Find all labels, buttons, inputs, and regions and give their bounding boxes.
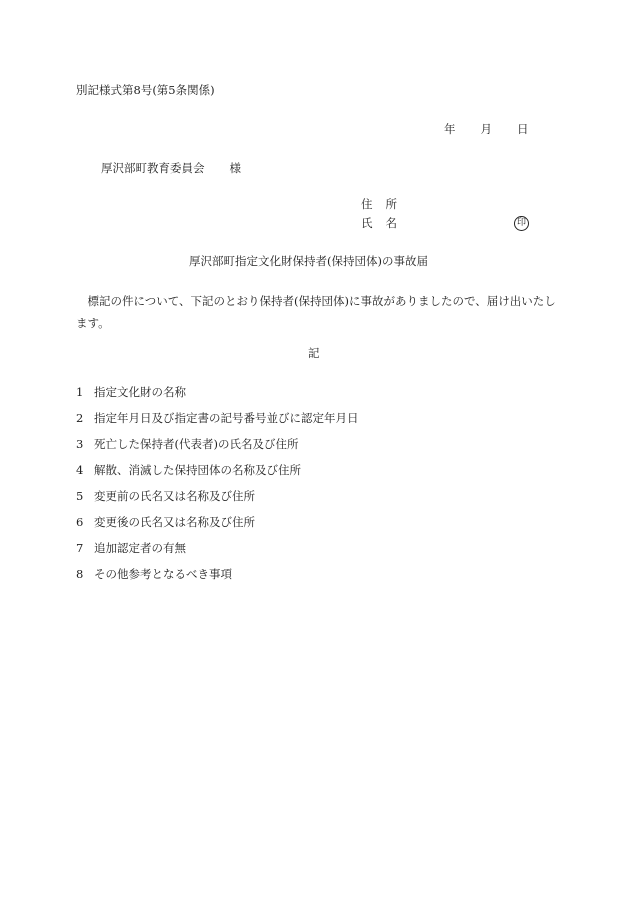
item-text: その他参考となるべき事項 — [94, 567, 232, 581]
body-text: 標記の件について、下記のとおり保持者(保持団体)に事故がありましたので、届け出いたします。 — [76, 294, 556, 330]
item-text: 死亡した保持者(代表者)の氏名及び住所 — [94, 437, 299, 451]
list-item — [76, 464, 359, 490]
document-title: 厚沢部町指定文化財保持者(保持団体)の事故届 — [189, 254, 428, 268]
item-text: 指定文化財の名称 — [94, 385, 186, 399]
address-label — [361, 198, 397, 212]
item-list — [76, 386, 359, 594]
list-item — [76, 542, 359, 568]
seal-mark: 印 — [514, 216, 529, 231]
item-text: 解散、消滅した保持団体の名称及び住所 — [94, 463, 301, 477]
addressee — [101, 162, 241, 176]
date-month-label: 月 — [480, 122, 492, 136]
form-number: 別記様式第8号(第5条関係) — [76, 83, 215, 97]
list-item — [76, 490, 359, 516]
name-label-char-2: 名 — [385, 216, 397, 230]
item-number: 5 — [76, 489, 84, 503]
item-number: 3 — [76, 437, 84, 451]
item-number: 1 — [76, 385, 84, 399]
item-number: 2 — [76, 411, 84, 425]
date-year-label: 年 — [444, 122, 456, 136]
item-number: 7 — [76, 541, 84, 555]
address-label-char-2: 所 — [385, 197, 397, 211]
item-text: 変更後の氏名又は名称及び住所 — [94, 515, 255, 529]
addressee-honorific: 様 — [229, 161, 241, 175]
item-text: 変更前の氏名又は名称及び住所 — [94, 489, 255, 503]
name-label-char-1: 氏 — [361, 216, 373, 230]
item-text: 指定年月日及び指定書の記号番号並びに認定年月日 — [94, 411, 359, 425]
date-day-label: 日 — [517, 122, 529, 136]
addressee-name: 厚沢部町教育委員会 — [101, 161, 205, 175]
list-item — [76, 438, 359, 464]
item-number: 8 — [76, 567, 84, 581]
list-item — [76, 516, 359, 542]
list-item — [76, 386, 359, 412]
item-number: 4 — [76, 463, 84, 477]
list-item — [76, 412, 359, 438]
list-item — [76, 568, 359, 594]
name-label — [361, 217, 397, 231]
ki-heading: 記 — [308, 346, 320, 360]
item-number: 6 — [76, 515, 84, 529]
item-text: 追加認定者の有無 — [94, 541, 186, 555]
date-line — [444, 123, 529, 137]
address-label-char-1: 住 — [361, 197, 373, 211]
